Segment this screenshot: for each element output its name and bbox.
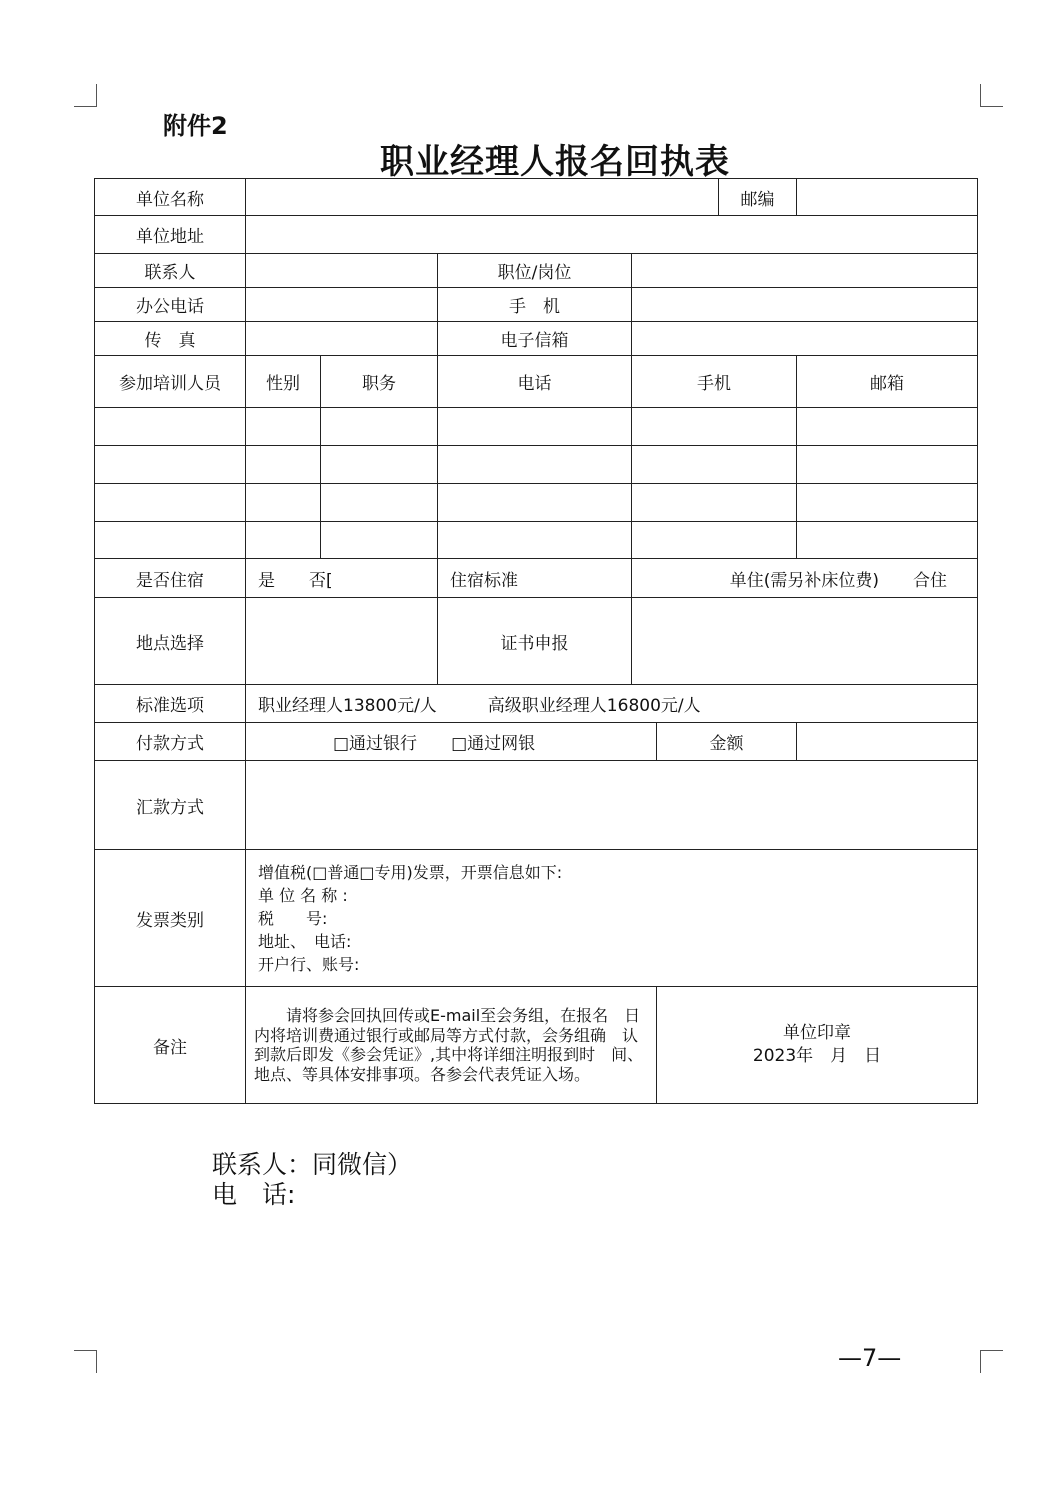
unit-address-field[interactable] <box>246 216 978 254</box>
seal-cell <box>657 987 978 1104</box>
participant-row <box>95 522 978 559</box>
participant-email-cell[interactable] <box>797 408 978 446</box>
unit-address-label: 单位地址 <box>95 216 246 254</box>
invoice-type-label: 发票类别 <box>95 850 246 987</box>
row-fax <box>95 322 978 356</box>
participant-duty-cell[interactable] <box>321 446 438 484</box>
email-field[interactable] <box>632 322 978 356</box>
participant-row <box>95 446 978 484</box>
registration-form <box>94 178 978 1104</box>
mobile-field[interactable] <box>632 288 978 322</box>
participant-email-cell[interactable] <box>797 522 978 559</box>
participant-phone-cell[interactable] <box>438 522 632 559</box>
participant-row <box>95 484 978 522</box>
crop-mark-bottom-left <box>74 1350 97 1373</box>
participant-mobile-cell[interactable] <box>632 484 797 522</box>
payment-options <box>246 723 657 761</box>
participant-mobile-cell[interactable] <box>632 522 797 559</box>
remittance-field[interactable] <box>246 761 978 850</box>
footer-contact-block <box>212 1150 412 1210</box>
participant-duty-cell[interactable] <box>321 408 438 446</box>
location-field[interactable] <box>246 598 438 685</box>
participant-gender-cell[interactable] <box>246 484 321 522</box>
participants-header-row <box>95 356 978 408</box>
lodging-options[interactable]: 是 否[ <box>246 559 438 598</box>
participant-name-cell[interactable] <box>95 446 246 484</box>
row-unit-name <box>95 179 978 216</box>
fax-field[interactable] <box>246 322 438 356</box>
lodging-types[interactable]: 单住(需另补床位费) 合住 <box>632 559 978 598</box>
row-location <box>95 598 978 685</box>
office-phone-field[interactable] <box>246 288 438 322</box>
email-label: 电子信箱 <box>438 322 632 356</box>
location-label: 地点选择 <box>95 598 246 685</box>
participant-email-cell[interactable] <box>797 484 978 522</box>
row-office-phone <box>95 288 978 322</box>
remarks-text-cell <box>246 987 657 1104</box>
office-phone-label: 办公电话 <box>95 288 246 322</box>
participant-gender-cell[interactable] <box>246 408 321 446</box>
phone-header: 电话 <box>438 356 632 408</box>
row-invoice <box>95 850 978 987</box>
postcode-label: 邮编 <box>719 179 797 216</box>
participant-mobile-cell[interactable] <box>632 408 797 446</box>
standard-values[interactable]: 职业经理人13800元/人 高级职业经理人16800元/人 <box>246 685 978 723</box>
participant-duty-cell[interactable] <box>321 522 438 559</box>
unit-name-field[interactable] <box>246 179 719 216</box>
row-remarks <box>95 987 978 1104</box>
crop-mark-bottom-right <box>980 1350 1003 1373</box>
participant-mobile-cell[interactable] <box>632 446 797 484</box>
duty-header: 职务 <box>321 356 438 408</box>
participant-gender-cell[interactable] <box>246 446 321 484</box>
lodging-label: 是否住宿 <box>95 559 246 598</box>
mobile-label: 手 机 <box>438 288 632 322</box>
row-standard <box>95 685 978 723</box>
row-payment <box>95 723 978 761</box>
participant-phone-cell[interactable] <box>438 484 632 522</box>
crop-mark-top-left <box>74 84 97 107</box>
payment-method-label: 付款方式 <box>95 723 246 761</box>
standard-options-label: 标准选项 <box>95 685 246 723</box>
remittance-label: 汇款方式 <box>95 761 246 850</box>
participant-duty-cell[interactable] <box>321 484 438 522</box>
gender-header: 性别 <box>246 356 321 408</box>
lodging-standard-label: 住宿标准 <box>438 559 632 598</box>
row-contact <box>95 254 978 288</box>
page-number: —7— <box>838 1344 902 1372</box>
participant-phone-cell[interactable] <box>438 446 632 484</box>
seal-date: 2023年 月 日 <box>752 1046 882 1066</box>
pay-bank-checkbox[interactable]: □通过银行 <box>333 734 418 754</box>
invoice-line: 增值税(□普通□专用)发票，开票信息如下: <box>258 862 563 882</box>
invoice-line: 单 位 名 称 : <box>258 885 348 905</box>
row-lodging <box>95 559 978 598</box>
position-label: 职位/岗位 <box>438 254 632 288</box>
invoice-info[interactable] <box>246 850 978 987</box>
participant-phone-cell[interactable] <box>438 408 632 446</box>
unit-name-label: 单位名称 <box>95 179 246 216</box>
page-title: 职业经理人报名回执表 <box>380 142 730 182</box>
pay-online-checkbox[interactable]: □通过网银 <box>451 734 536 754</box>
amount-label: 金额 <box>657 723 797 761</box>
amount-field[interactable] <box>797 723 978 761</box>
participant-name-cell[interactable] <box>95 408 246 446</box>
participant-email-cell[interactable] <box>797 446 978 484</box>
participant-name-cell[interactable] <box>95 522 246 559</box>
remarks-text: 请将参会回执回传或E-mail至会务组，在报名 日内将培训费通过银行或邮局等方式付款，会务组确 认到款后即发《参会凭证》,其中将详细注明报到时 间、地点、等具体安排事项。各参会代表凭证入场。 <box>254 1006 644 1084</box>
contact-person-label: 联系人 <box>95 254 246 288</box>
remarks-label: 备注 <box>95 987 246 1104</box>
participant-gender-cell[interactable] <box>246 522 321 559</box>
participant-name-cell[interactable] <box>95 484 246 522</box>
email-header: 邮箱 <box>797 356 978 408</box>
contact-person-field[interactable] <box>246 254 438 288</box>
attachment-label: 附件2 <box>163 112 228 140</box>
certificate-field[interactable] <box>632 598 978 685</box>
postcode-field[interactable] <box>797 179 978 216</box>
invoice-line: 税 号: <box>258 908 328 928</box>
row-unit-address <box>95 216 978 254</box>
footer-contact: 联系人：同微信） <box>212 1150 413 1179</box>
footer-phone: 电 话: <box>212 1180 296 1209</box>
fax-label: 传 真 <box>95 322 246 356</box>
row-remittance <box>95 761 978 850</box>
invoice-line: 开户行、账号: <box>258 954 360 974</box>
mobile-header: 手机 <box>632 356 797 408</box>
crop-mark-top-right <box>980 84 1003 107</box>
participants-label: 参加培训人员 <box>95 356 246 408</box>
invoice-line: 地址、 电话: <box>258 931 352 951</box>
participant-row <box>95 408 978 446</box>
seal-label: 单位印章 <box>783 1023 852 1043</box>
certificate-label: 证书申报 <box>438 598 632 685</box>
position-field[interactable] <box>632 254 978 288</box>
